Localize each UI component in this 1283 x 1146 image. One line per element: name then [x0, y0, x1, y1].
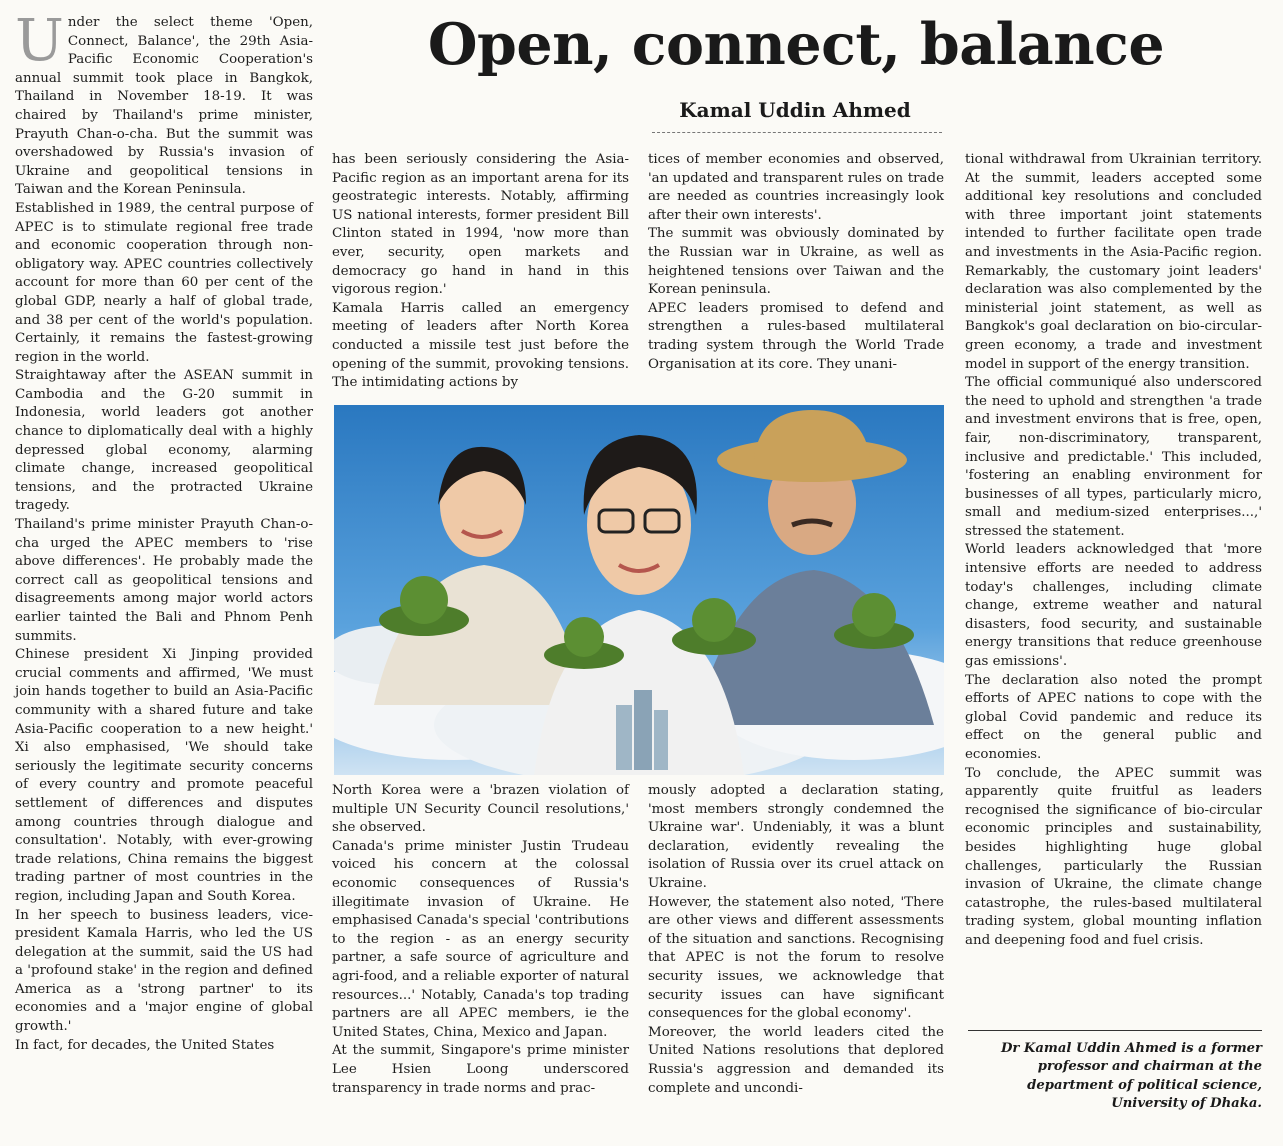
paragraph: tices of member economies and observed, 'an updated and transparent rules on trade are needed as countries increasingly look after their own interests'. — [648, 152, 944, 223]
paragraph: Established in 1989, the central purpose of APEC is to stimulate regional free trade and economic cooperation through non-obligatory way. APEC countries collectively account for more than 60 per cent of the global GDP, nearly a half of global trade, and 38 per cent of the world's population. Certainly, it remains the fastest-growing region in the world. — [15, 200, 313, 365]
paragraph: Moreover, the world leaders cited the United Nations resolutions that deplored Russia's aggression and demanded its complete and uncondi- — [648, 1024, 944, 1096]
article-column-3-top — [648, 151, 944, 374]
paragraph: APEC leaders promised to defend and strengthen a rules-based multilateral trading system through the World Trade Organisation at its core. They unani- — [648, 300, 944, 372]
article-column-3-bottom — [648, 782, 944, 1098]
article-column-4 — [965, 151, 1262, 951]
paragraph: The summit was obviously dominated by the Russian war in Ukraine, as well as heightened tensions over Taiwan and the Korean peninsula. — [648, 226, 944, 298]
article-column-2-top — [332, 151, 629, 393]
paragraph: Chinese president Xi Jinping provided crucial comments and affirmed, 'We must join hands together to build an Asia-Pacific community with a shared future and take Asia-Pacific cooperation to a new height.' Xi also emphasised, 'We should take seriously the legitimate security concerns of every country and promote peaceful settlement of differences and disputes among countries through dialogue and consultation'. Notably, with ever-growing trade relations, China remains the biggest trading partner of most countries in the region, including Japan and South Korea. — [15, 647, 313, 904]
paragraph: At the summit, Singapore's prime minister Lee Hsien Loong underscored transparency in trade norms and prac- — [332, 1043, 629, 1096]
paragraph: The official communiqué also underscored the need to uphold and strengthen 'a trade and investment environs that is free, open, fair, non-discriminatory, transparent, inclusive and predictable.' This included, 'fostering an enabling environment for businesses of all types, particularly micro, small and medium-sized enterprises...,' stressed the statement. — [965, 375, 1262, 539]
byline: Kamal Uddin Ahmed — [679, 98, 911, 122]
paragraph: nder the select theme 'Open, Connect, Balance', the 29th Asia-Pacific Economic Cooperation's annual summit took place in Bangkok, Thailand in November 18-19. It was chaired by Thailand's prime minister, Prayuth Chan-o-cha. But the summit was overshadowed by Russia's invasion of Ukraine and geopolitical tensions in Taiwan and the Korean Peninsula. — [15, 15, 313, 198]
article-column-2-bottom — [332, 782, 629, 1098]
paragraph: In fact, for decades, the United States — [15, 1037, 275, 1053]
author-bio: Dr Kamal Uddin Ahmed is a former professor and chairman at the department of political science, University of Dhaka. — [1000, 1041, 1262, 1112]
paragraph: World leaders acknowledged that 'more intensive efforts are needed to address today's challenges, including climate change, extreme weather and natural disasters, food security, and sustainable energy transitions that reduce greenhouse gas emissions'. — [965, 542, 1262, 670]
paragraph: North Korea were a 'brazen violation of multiple UN Security Council resolutions,' she observed. — [332, 783, 629, 836]
paragraph: Thailand's prime minister Prayuth Chan-o-cha urged the APEC members to 'rise above differences'. He probably made the correct call as geopolitical tensions and disagreements among major world actors earlier tainted the Bali and Phnom Penh summits. — [15, 517, 313, 644]
paragraph: To conclude, the APEC summit was apparently quite fruitful as leaders recognised the significance of bio-circular economic principles and sustainability, besides highlighting huge global challenges, particularly the Russian invasion of Ukraine, the climate change catastrophe, the rules-based multilateral trading system, global mounting inflation and deepening food and fuel crisis. — [965, 765, 1262, 948]
paragraph: tional withdrawal from Ukrainian territory. At the summit, leaders accepted some additional key resolutions and concluded with three important joint statements intended to further facilitate open trade and investments in the Asia-Pacific region. Remarkably, the customary joint leaders' declaration was also complemented by the ministerial joint statement, as well as Bangkok's goal declaration on bio-circular-green economy, a trade and investment model in support of the energy transition. — [965, 152, 1262, 372]
paragraph: mously adopted a declaration stating, 'most members strongly condemned the Ukraine war'. Undeniably, it was a blunt declaration, evidently revealing the isolation of Russia over its cruel attack on Ukraine. — [648, 783, 944, 891]
paragraph: Straightaway after the ASEAN summit in Cambodia and the G-20 summit in Indonesia, world leaders got another chance to diplomatically deal with a highly depressed global economy, alarming climate change, increased geopolitical tensions, and the protracted Ukraine tragedy. — [15, 368, 313, 514]
article-column-1 — [15, 6, 313, 1055]
byline-divider — [652, 132, 942, 133]
paragraph: In her speech to business leaders, vice-president Kamala Harris, who led the US delegation at the summit, said the US had a 'profound stake' in the region and defined America as a 'strong partner' to its economies and a 'major engine of global growth.' — [15, 907, 313, 1035]
illustration-svg — [334, 405, 944, 775]
paragraph: has been seriously considering the Asia-Pacific region as an important arena for its geostrategic interests. Notably, affirming US national interests, former president Bill Clinton stated in 1994, 'now more than ever, security, open markets and democracy go hand in hand in this vigorous region.' — [332, 152, 629, 298]
paragraph: Canada's prime minister Justin Trudeau voiced his concern at the colossal economic consequences of Russia's illegitimate invasion of Ukraine. He emphasised Canada's special 'contributions to the region - as an energy security partner, a safe source of agriculture and agri-food, and a reliable exporter of natural resources...' Notably, Canada's top trading partners are all APEC members, ie the United States, China, Mexico and Japan. — [332, 838, 629, 1040]
drop-cap: U — [15, 6, 64, 74]
headline: Open, connect, balance — [427, 11, 1165, 78]
article-illustration — [334, 405, 944, 775]
bio-divider — [968, 1030, 1262, 1031]
paragraph: The declaration also noted the prompt efforts of APEC nations to cope with the global Covid pandemic and reduce its effect on the general public and economies. — [965, 672, 1262, 762]
paragraph: However, the statement also noted, 'There are other views and different assessments of the situation and sanctions. Recognising that APEC is not the forum to resolve security issues, we acknowledge that security issues can have significant consequences for the global economy'. — [648, 894, 944, 1022]
paragraph: Kamala Harris called an emergency meeting of leaders after North Korea conducted a missile test just before the opening of the summit, provoking tensions. The intimidating actions by — [332, 300, 629, 391]
